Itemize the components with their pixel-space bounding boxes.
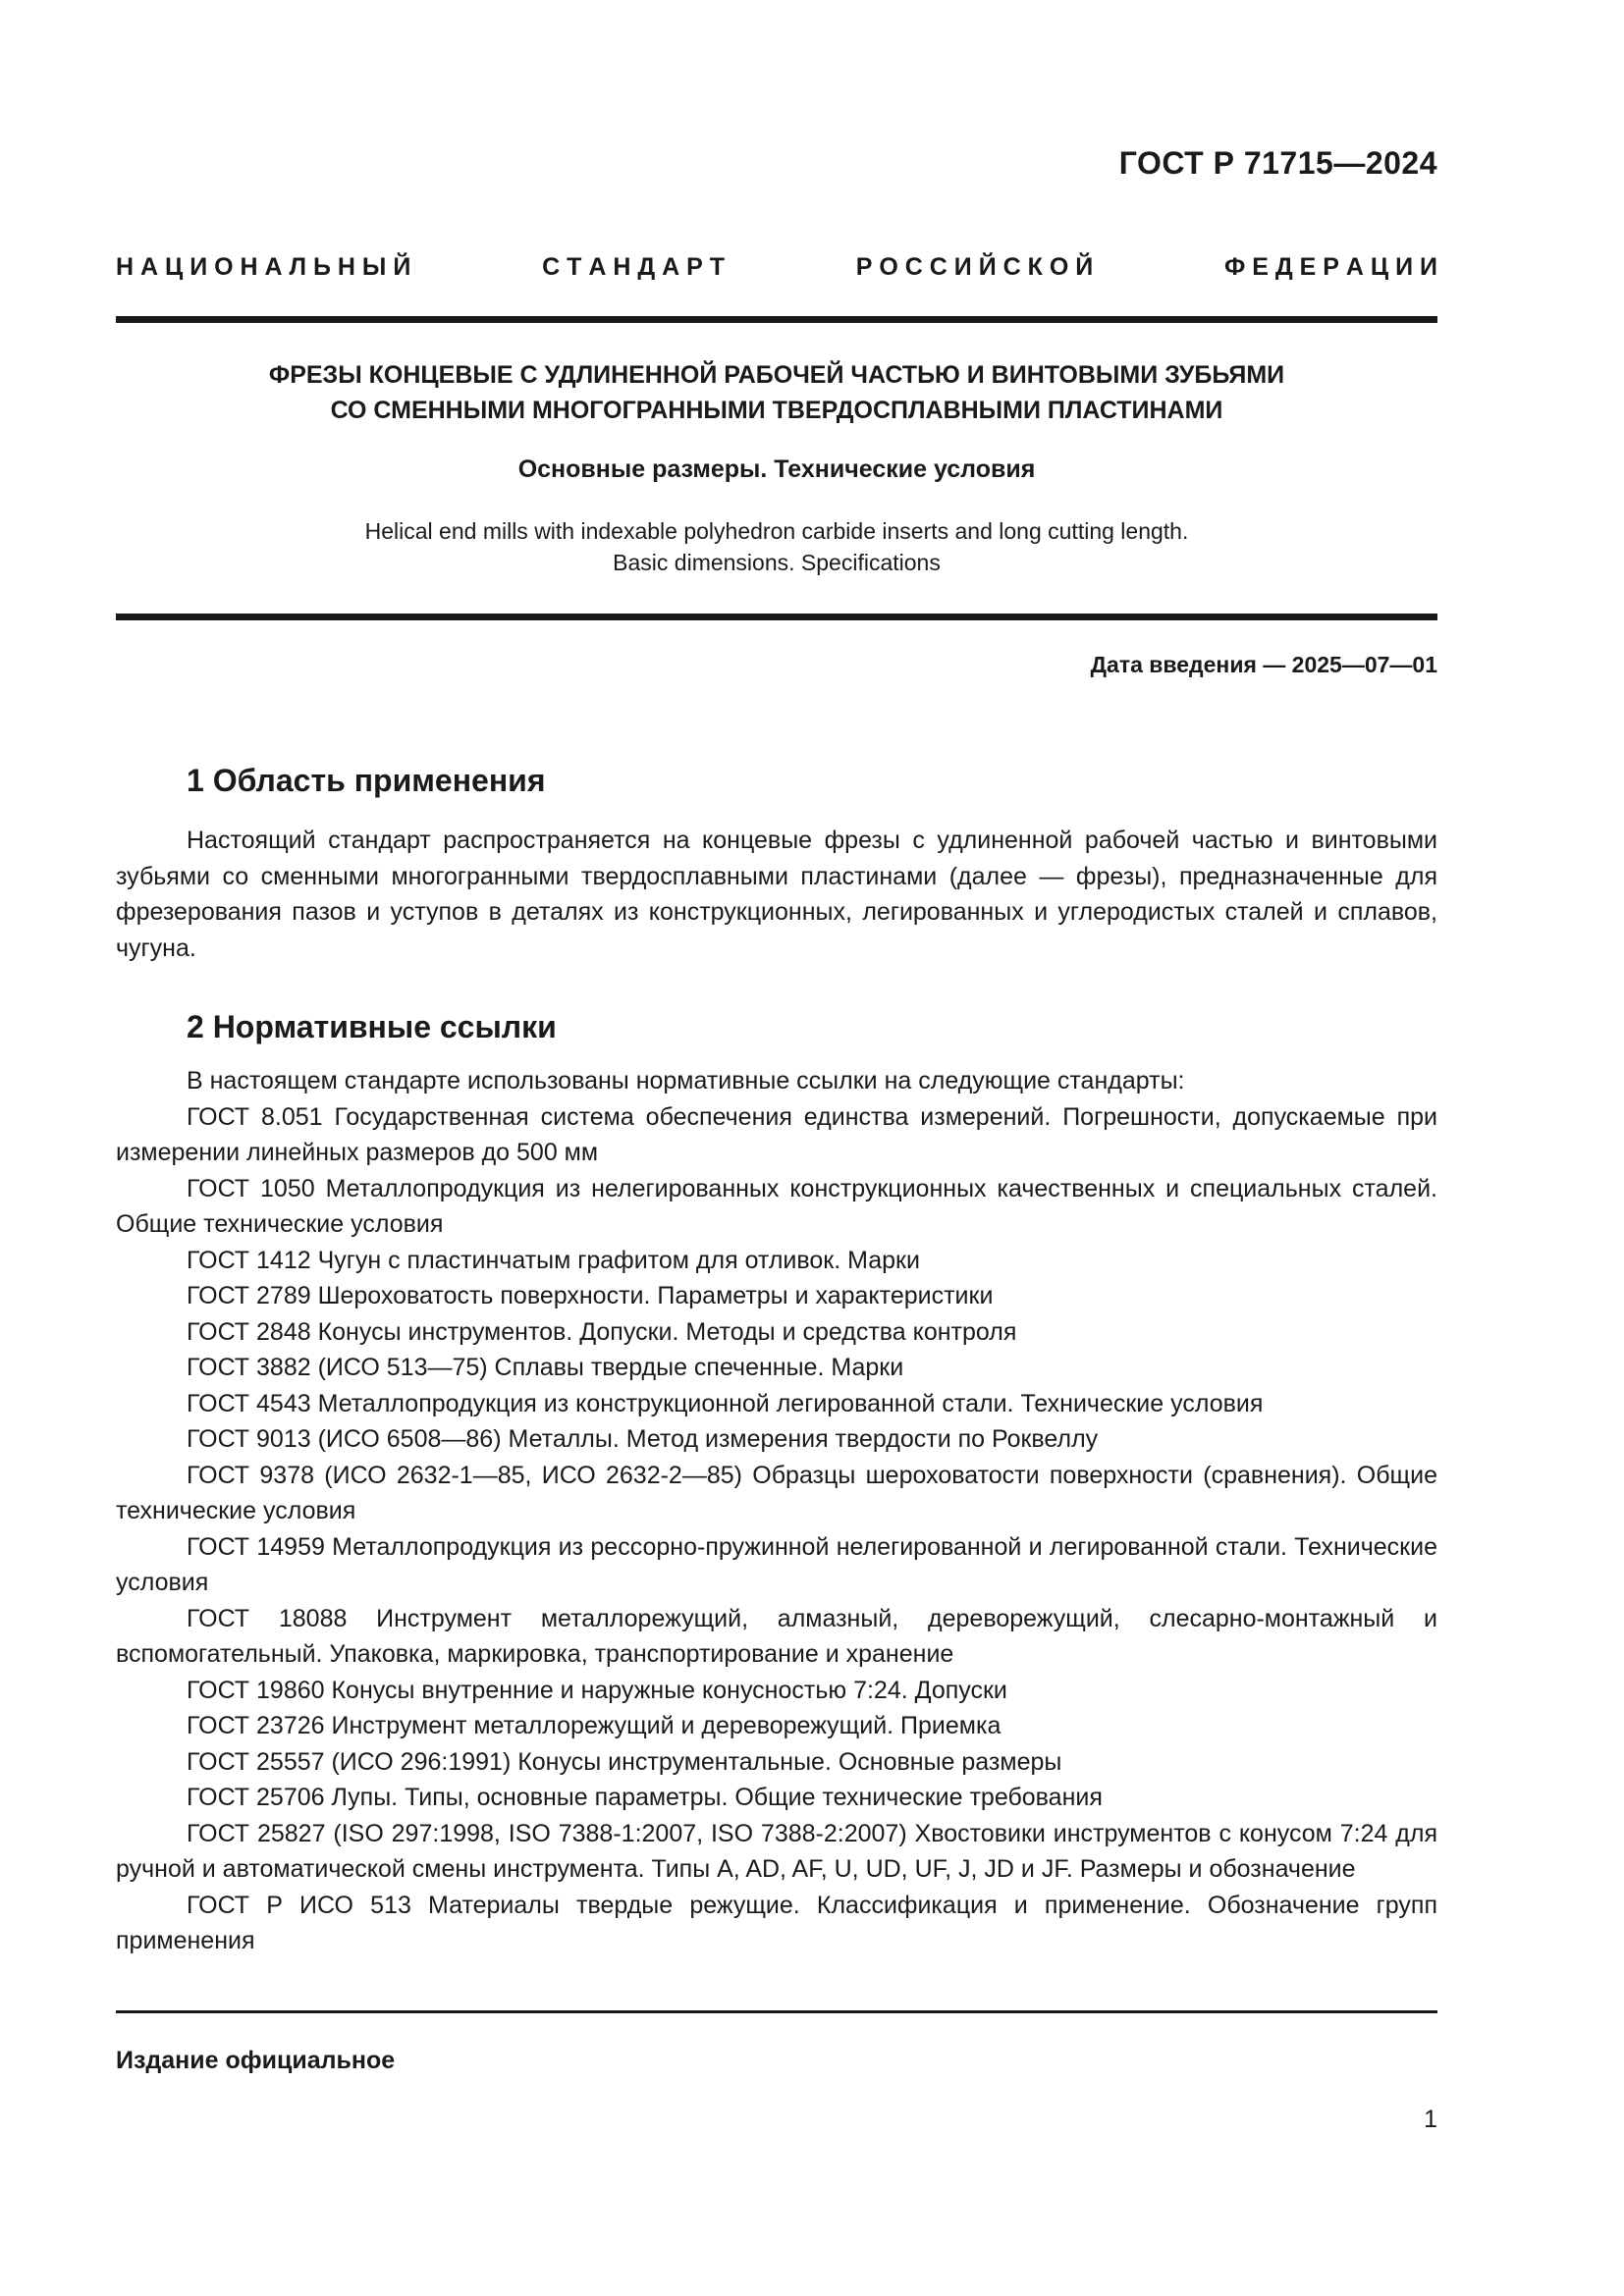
reference-item: ГОСТ 3882 (ИСО 513—75) Сплавы твердые спеченные. Марки xyxy=(187,1354,904,1381)
references-intro: В настоящем стандарте использованы нормативные ссылки на следующие стандарты: xyxy=(187,1067,1185,1095)
english-title-line-1: Helical end mills with indexable polyhedron carbide inserts and long cutting length. xyxy=(364,518,1189,544)
edition-label: Издание официальное xyxy=(116,2047,396,2074)
reference-item: ГОСТ 23726 Инструмент металлорежущий и дереворежущий. Приемка xyxy=(187,1712,1001,1739)
national-word-4: Ф Е Д Е Р А Ц И И xyxy=(1223,253,1437,281)
section-1-heading: 1 Область применения xyxy=(187,763,546,798)
reference-item: ГОСТ 18088 Инструмент металлорежущий, алмазный, дереворежущий, слесарно-монтажный и вспомогательный. Упаковка, маркировка, транспортирование и хранение xyxy=(116,1604,1437,1668)
reference-item: ГОСТ 1050 Металлопродукция из нелегированных конструкционных качественных и специальных сталей. Общие технические условия xyxy=(116,1174,1437,1238)
reference-item: ГОСТ 9013 (ИСО 6508—86) Металлы. Метод измерения твердости по Роквеллу xyxy=(187,1425,1099,1453)
section-2-heading: 2 Нормативные ссылки xyxy=(187,1009,557,1044)
reference-item: ГОСТ 9378 (ИСО 2632-1—85, ИСО 2632-2—85) Образцы шероховатости поверхности (сравнения). Общие технические условия xyxy=(116,1461,1437,1524)
english-title-line-2: Basic dimensions. Specifications xyxy=(613,550,941,575)
reference-item: ГОСТ 8.051 Государственная система обеспечения единства измерений. Погрешности, допускаемые при измерении линейных размеров до 500 мм xyxy=(116,1102,1437,1166)
normative-references xyxy=(116,1063,1437,1959)
reference-item: ГОСТ 25827 (ISO 297:1998, ISO 7388-1:2007, ISO 7388-2:2007) Хвостовики инструментов с конусом 7:24 для ручной и автоматической смены инструмента. Типы A, AD, AF, U, UD, UF, J, JD и JF. Размеры и обозначение xyxy=(116,1819,1437,1883)
reference-item: ГОСТ 2789 Шероховатость поверхности. Параметры и характеристики xyxy=(187,1282,994,1309)
section-1-text: Настоящий стандарт распространяется на концевые фрезы с удлиненной рабочей частью и винтовыми зубьями со сменными многогранными твердосплавными пластинами (далее — фрезы), предназначенные для фрезерования пазов и уступов в деталях из конструкционных, легированных и углеродистых сталей и сплавов, чугуна. xyxy=(116,827,1437,962)
reference-item: ГОСТ 25706 Лупы. Типы, основные параметры. Общие технические требования xyxy=(187,1784,1103,1811)
national-word-3: Р О С С И Й С К О Й xyxy=(855,253,1094,281)
reference-item: ГОСТ 19860 Конусы внутренние и наружные конусностью 7:24. Допуски xyxy=(187,1676,1007,1704)
page-number: 1 xyxy=(1424,2106,1437,2133)
english-title xyxy=(116,515,1437,578)
title-divider xyxy=(116,614,1437,620)
document-title xyxy=(116,357,1437,428)
footer-divider xyxy=(116,2010,1437,2013)
reference-item: ГОСТ 14959 Металлопродукция из рессорно-пружинной нелегированной и легированной стали. Технические условия xyxy=(116,1532,1437,1596)
title-line-2: СО СМЕННЫМИ МНОГОГРАННЫМИ ТВЕРДОСПЛАВНЫМИ ПЛАСТИНАМИ xyxy=(330,397,1223,424)
reference-item: ГОСТ 2848 Конусы инструментов. Допуски. Методы и средства контроля xyxy=(187,1317,1017,1346)
reference-item: ГОСТ Р ИСО 513 Материалы твердые режущие. Классификация и применение. Обозначение групп применения xyxy=(116,1891,1437,1954)
document-subtitle: Основные размеры. Технические условия xyxy=(517,455,1036,483)
national-word-2: С Т А Н Д А Р Т xyxy=(542,253,725,281)
reference-item: ГОСТ 25557 (ИСО 296:1991) Конусы инструментальные. Основные размеры xyxy=(187,1747,1062,1776)
top-divider xyxy=(116,316,1437,323)
reference-item: ГОСТ 1412 Чугун с пластинчатым графитом для отливок. Марки xyxy=(187,1246,920,1274)
national-word-1: Н А Ц И О Н А Л Ь Н Ы Й xyxy=(116,253,411,281)
national-standard-banner xyxy=(116,253,1437,282)
document-number: ГОСТ Р 71715—2024 xyxy=(1118,145,1437,181)
reference-item: ГОСТ 4543 Металлопродукция из конструкционной легированной стали. Технические условия xyxy=(187,1389,1264,1417)
title-line-1: ФРЕЗЫ КОНЦЕВЫЕ С УДЛИНЕННОЙ РАБОЧЕЙ ЧАСТЬЮ И ВИНТОВЫМИ ЗУБЬЯМИ xyxy=(268,361,1285,389)
introduction-date: Дата введения — 2025—07—01 xyxy=(1090,652,1437,677)
